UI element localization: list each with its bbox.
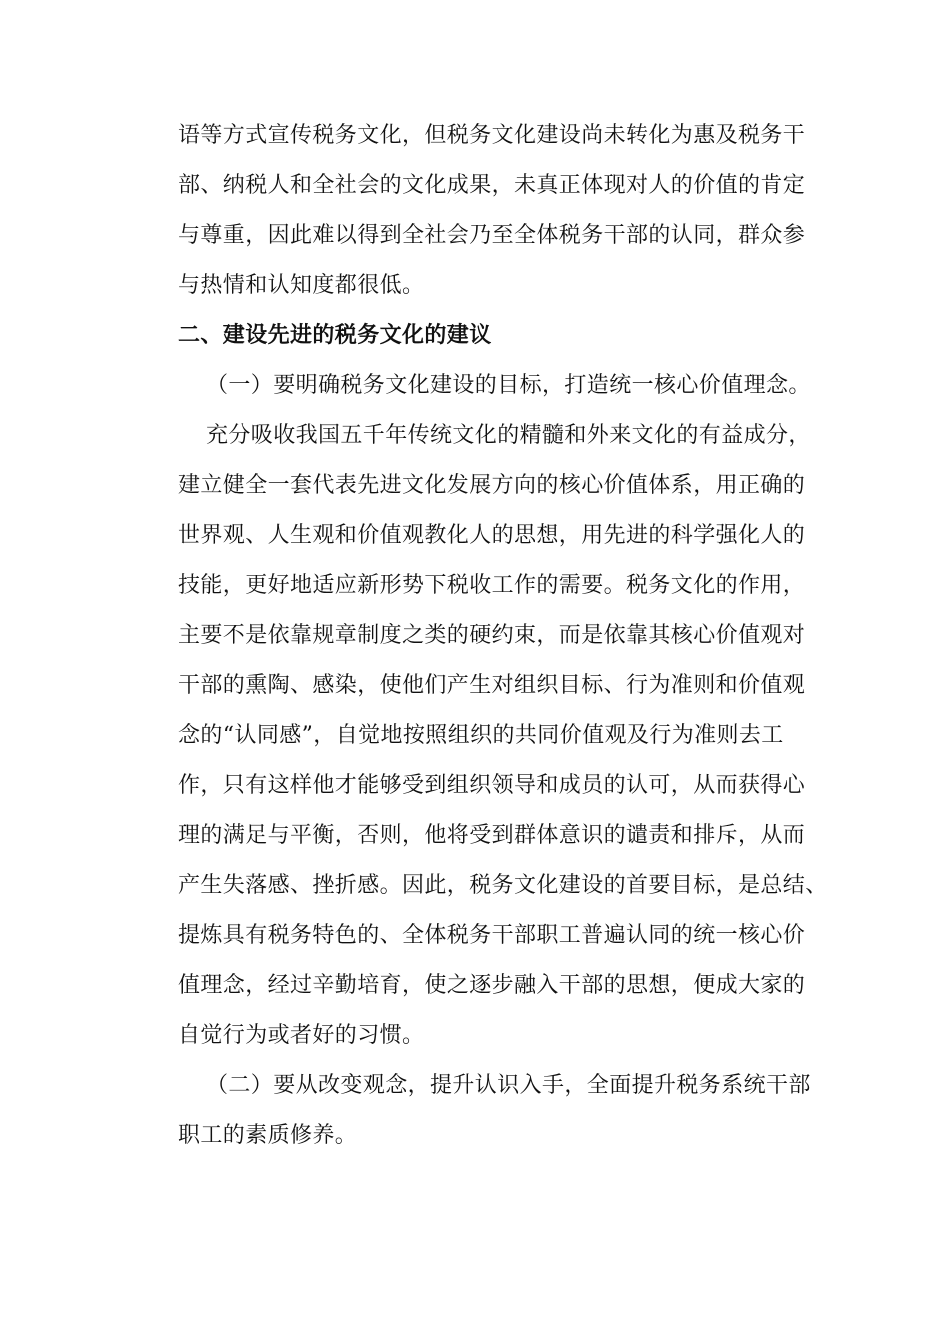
paragraph-line: 部、纳税人和全社会的文化成果，未真正体现对人的价值的肯定 xyxy=(178,173,806,198)
paragraph-line: 干部的熏陶、感染，使他们产生对组织目标、行为准则和价值观 xyxy=(178,673,806,698)
paragraph-line: 念的“认同感”，自觉地按照组织的共同价值观及行为准则去工 xyxy=(178,723,784,748)
paragraph-line: 语等方式宣传税务文化，但税务文化建设尚未转化为惠及税务干 xyxy=(178,123,806,148)
subheading: 职工的素质修养。 xyxy=(178,1123,358,1148)
paragraph-line: 与尊重，因此难以得到全社会乃至全体税务干部的认同，群众参 xyxy=(178,223,806,248)
paragraph-line: 作，只有这样他才能够受到组织领导和成员的认可，从而获得心 xyxy=(178,773,806,798)
paragraph-line: 世界观、人生观和价值观教化人的思想，用先进的科学强化人的 xyxy=(178,523,806,548)
paragraph-line: 理的满足与平衡，否则，他将受到群体意识的谴责和排斥，从而 xyxy=(178,823,806,848)
paragraph-line: 充分吸收我国五千年传统文化的精髓和外来文化的有益成分， xyxy=(206,423,811,448)
paragraph-line: 与热情和认知度都很低。 xyxy=(178,273,425,298)
paragraph-line: 主要不是依靠规章制度之类的硬约束，而是依靠其核心价值观对 xyxy=(178,623,806,648)
paragraph-line: 值理念，经过辛勤培育，使之逐步融入干部的思想，便成大家的 xyxy=(178,973,806,998)
paragraph-line: 建立健全一套代表先进文化发展方向的核心价值体系，用正确的 xyxy=(178,473,806,498)
paragraph-line: 自觉行为或者好的习惯。 xyxy=(178,1023,425,1048)
paragraph-line: 技能，更好地适应新形势下税收工作的需要。税务文化的作用， xyxy=(178,573,806,598)
subheading: （一）要明确税务文化建设的目标，打造统一核心价值理念。 xyxy=(206,373,811,398)
paragraph-line: 提炼具有税务特色的、全体税务干部职工普遍认同的统一核心价 xyxy=(178,923,806,948)
subheading: （二）要从改变观念，提升认识入手，全面提升税务系统干部 xyxy=(206,1073,811,1098)
section-heading: 二、建设先进的税务文化的建议 xyxy=(178,323,492,348)
paragraph-line: 产生失落感、挫折感。因此，税务文化建设的首要目标，是总结、 xyxy=(178,873,828,898)
